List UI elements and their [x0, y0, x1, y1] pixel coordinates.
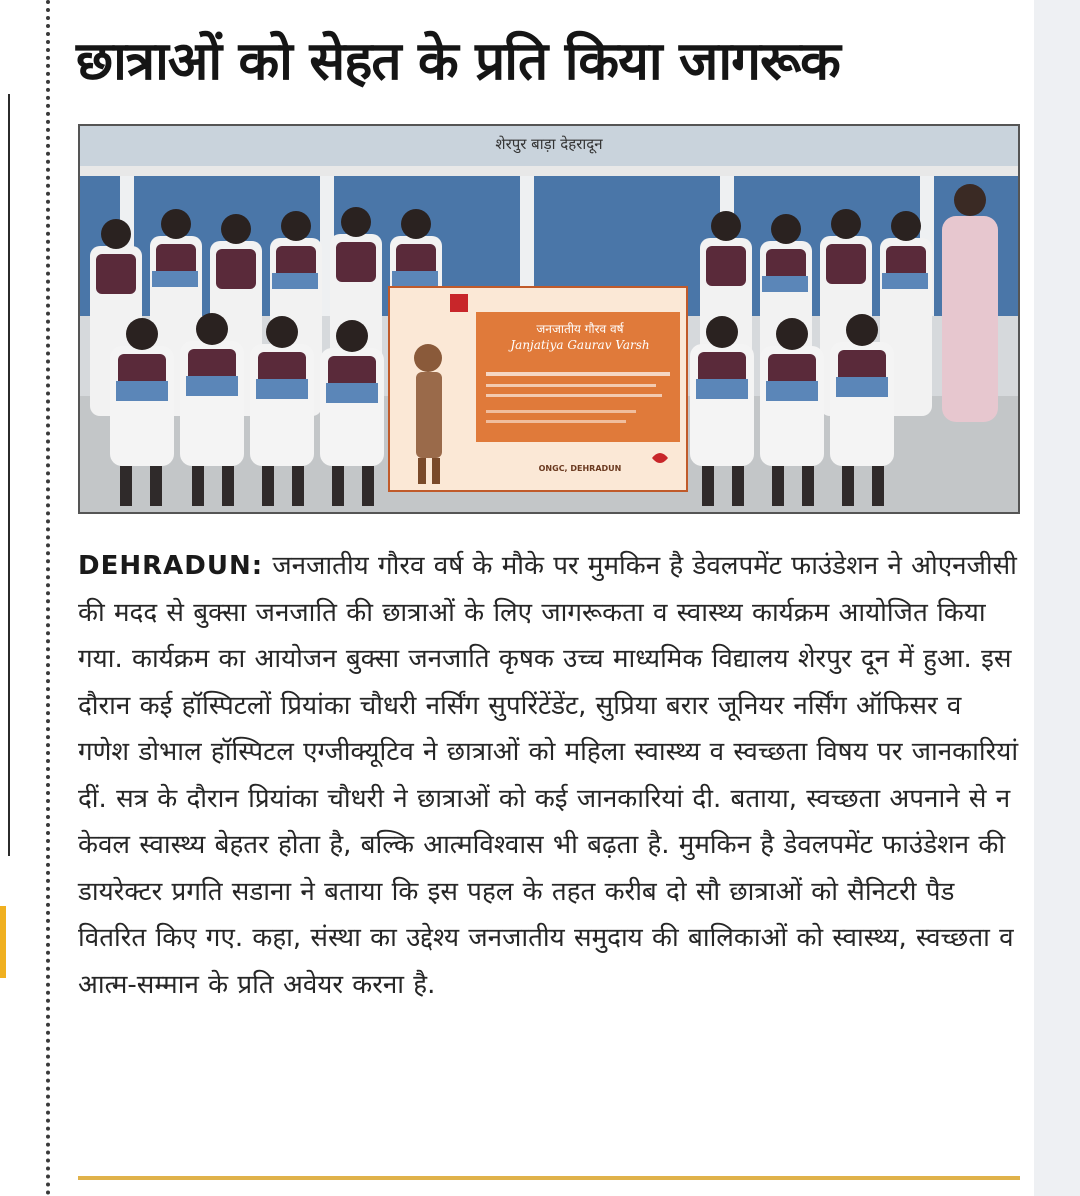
column-divider	[46, 0, 50, 1196]
school-sign-text: शेरपुर बाड़ा देहरादून	[495, 135, 603, 153]
event-banner	[388, 286, 688, 492]
headline: छात्राओं को सेहत के प्रति किया जागरूक	[76, 31, 840, 92]
dateline: DEHRADUN:	[78, 551, 264, 581]
article-text: जनजातीय गौरव वर्ष के मौके पर मुमकिन है डेवलपमेंट फाउंडेशन ने ओएनजीसी की मदद से बुक्सा जनजाति की छात्राओं के लिए जागरूकता व स्वास्थ्य कार्यक्रम आयोजित किया गया. कार्यक्रम का आयोजन बुक्सा जनजाति कृषक उच्च माध्यमिक विद्यालय शेरपुर दून में हुआ. इस दौरान कई हॉस्पिटलों प्रियांका चौधरी नर्सिंग सुपरिंटेंडेंट, सुप्रिया बरार जूनियर नर्सिंग ऑफिसर व गणेश डोभाल हॉस्पिटल एग्जीक्यूटिव ने छात्राओं को महिला स्वास्थ्य व स्वच्छता विषय पर जानकारियां दीं. सत्र के दौरान प्रियांका चौधरी ने छात्राओं को कई जानकारियां दी. बताया, स्वच्छता अपनाने से न केवल स्वास्थ्य बेहतर होता है, बल्कि आत्मविश्वास भी बढ़ता है. मुमकिन है डेवलपमेंट फाउंडेशन की डायरेक्टर प्रगति सडाना ने बताया कि इस पहल के तहत करीब दो सौ छात्राओं को सैनिटरी पैड वितरित किए गए. कहा, संस्था का उद्देश्य जनजातीय समुदाय की बालिकाओं को स्वास्थ्य, स्वच्छता व आत्म-सम्मान के प्रति अवेयर करना है.	[78, 551, 1019, 1000]
page-edge-strip	[1034, 0, 1080, 1196]
banner-footer: ONGC, DEHRADUN	[538, 464, 622, 473]
article-body	[78, 543, 1020, 1008]
bottom-rule	[78, 1176, 1020, 1180]
banner-artwork	[390, 288, 686, 490]
news-photo	[78, 124, 1020, 514]
banner-title-english: Janjatiya Gaurav Varsh	[510, 338, 650, 352]
left-column-accent	[0, 906, 6, 978]
banner-title-hindi: जनजातीय गौरव वर्ष	[536, 322, 624, 336]
left-column-rule	[0, 94, 10, 856]
